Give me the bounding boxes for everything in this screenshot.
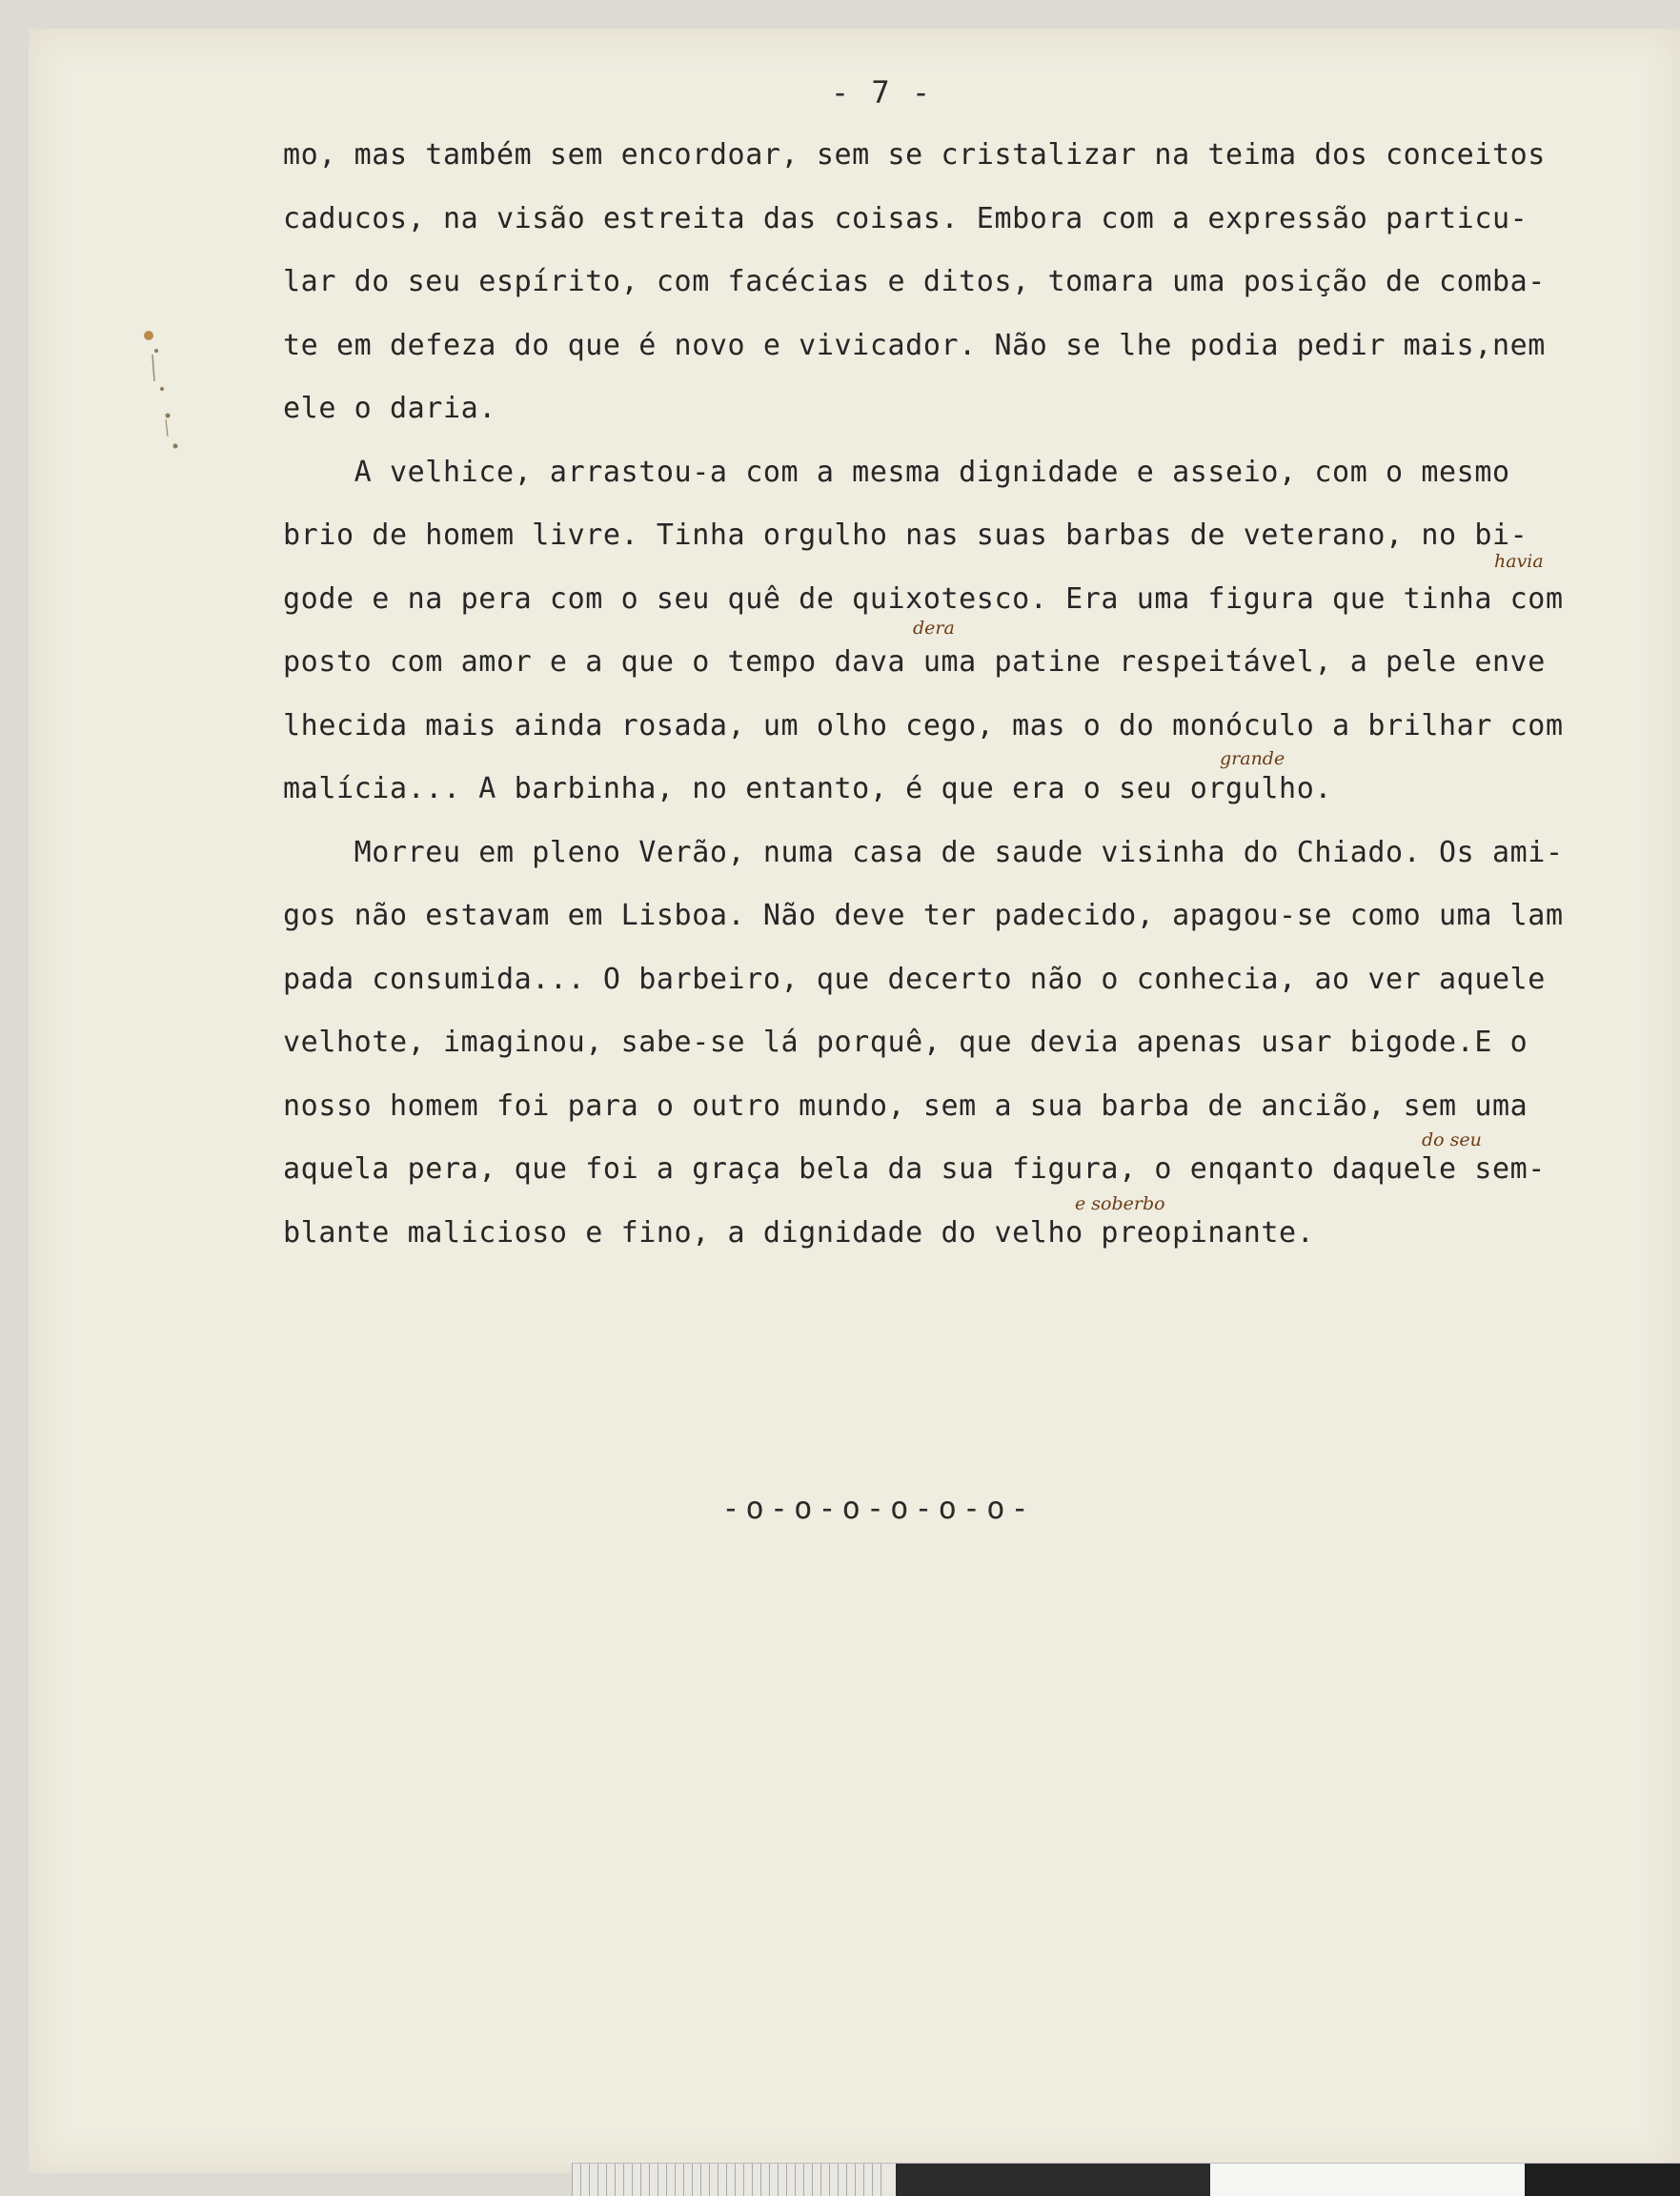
text-line: lar do seu espírito, com facécias e ditos, tomara uma posição de comba-	[283, 265, 1546, 298]
text-line: posto com amor e a que o tempo dava uma patine respeitável, a pele enve	[283, 645, 1546, 679]
text-line: pada consumida... O barbeiro, que decerto não o conhecia, ao ver aquele	[283, 962, 1546, 996]
text-line: gode e na pera com o seu quê de quixotesco. Era uma figura que tinha com	[283, 581, 1564, 616]
handwritten-annotation-havia: havia	[1494, 551, 1544, 572]
text-line: nosso homem foi para o outro mundo, sem a sua barba de ancião, sem uma	[283, 1088, 1528, 1123]
text-line: malícia... A barbinha, no entanto, é que era o seu orgulho.	[283, 772, 1333, 805]
text-line: aquela pera, que foi a graça bela da sua figura, o enqanto daquele sem-	[283, 1152, 1546, 1186]
handwritten-annotation-grande: grande	[1220, 748, 1285, 769]
handwritten-annotation-do-seu: do seu	[1422, 1129, 1482, 1150]
text-line: gos não estavam em Lisboa. Não deve ter padecido, apagou-se como uma lam	[283, 899, 1564, 932]
text-line: caducos, na visão estreita das coisas. Embora com a expressão particu-	[283, 201, 1528, 235]
typed-text-body	[283, 136, 1655, 1277]
handwritten-annotation-dera: dera	[913, 618, 955, 639]
text-line: velhote, imaginou, sabe-se lá porquê, que devia apenas usar bigode.E o	[283, 1026, 1528, 1059]
handwritten-annotation-e-soberbo: e soberbo	[1075, 1193, 1165, 1214]
text-line: te em defeza do que é novo e vivicador. Não se lhe podia pedir mais,nem	[283, 328, 1546, 362]
page-number: - 7 -	[830, 74, 933, 111]
binding-hole-marks	[133, 324, 191, 458]
ruler-ticks	[572, 2164, 886, 2196]
text-line: ele o daria.	[283, 392, 496, 425]
section-separator: -o-o-o-o-o-o-	[721, 1490, 1035, 1526]
text-line: lhecida mais ainda rosada, um olho cego, mas o do monóculo a brilhar com	[283, 708, 1564, 742]
text-line: brio de homem livre. Tinha orgulho nas suas barbas de veterano, no bi-	[283, 518, 1528, 552]
text-line: A velhice, arrastou-a com a mesma dignidade e asseio, com o mesmo	[283, 455, 1510, 489]
ruler-dark-block	[896, 2164, 1210, 2196]
text-line: blante malicioso e fino, a dignidade do velho preopinante.	[283, 1215, 1315, 1250]
ruler-light-block	[1210, 2164, 1525, 2196]
color-scale-ruler	[572, 2163, 1680, 2196]
text-line: mo, mas também sem encordoar, sem se cristalizar na teima dos conceitos	[283, 138, 1546, 172]
ruler-dark-block	[1525, 2164, 1680, 2196]
text-line: Morreu em pleno Verão, numa casa de saude visinha do Chiado. Os ami-	[283, 835, 1564, 869]
